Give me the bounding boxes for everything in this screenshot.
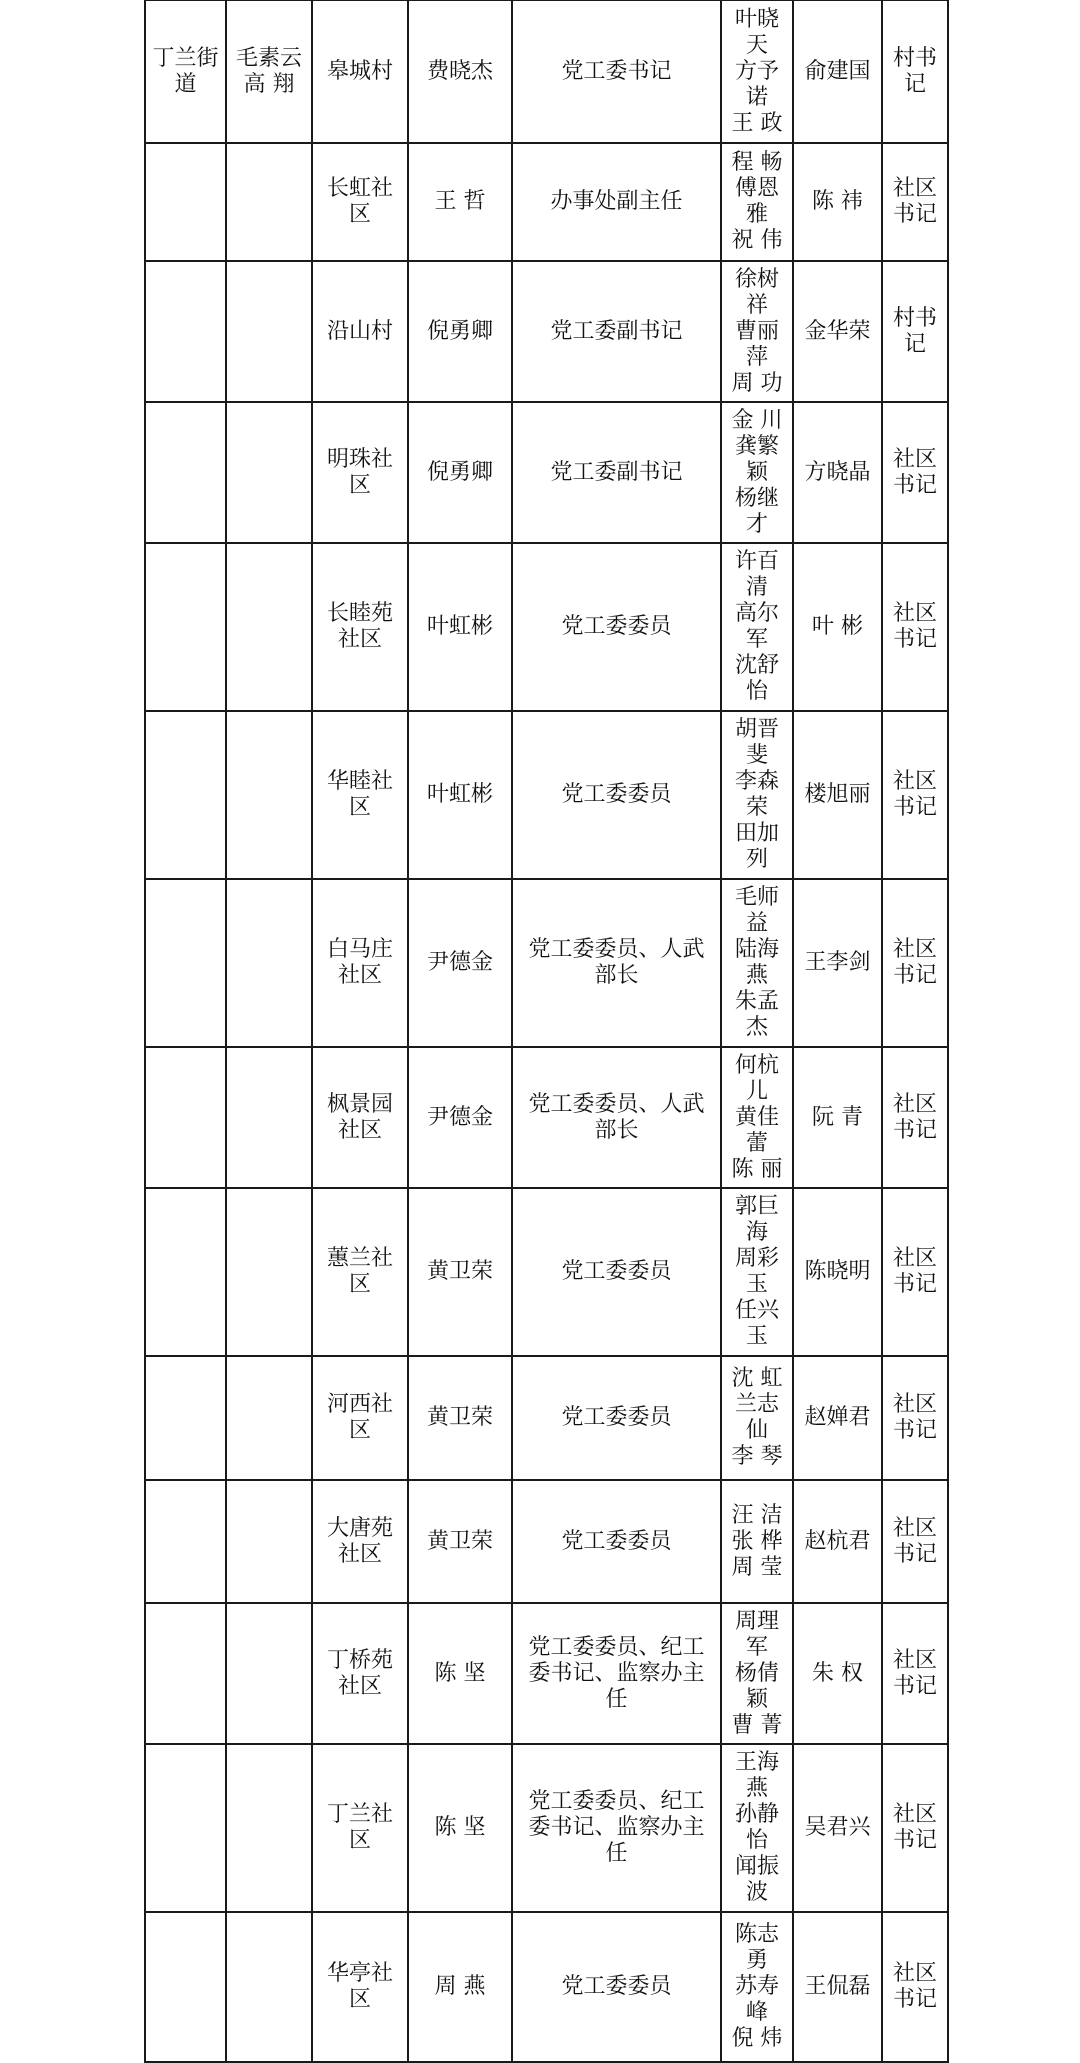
title-cell: 社区 书记 <box>882 1047 948 1188</box>
position-cell: 党工委副书记 <box>512 402 721 543</box>
secretaries-cell: 沈 虹 兰志 仙 李 琴 <box>721 1356 793 1480</box>
secretaries-cell: 陈志 勇 苏寿 峰 倪 炜 <box>721 1912 793 2062</box>
position-cell: 党工委委员、纪工 委书记、监察办主 任 <box>512 1603 721 1744</box>
table-row <box>145 1047 948 1188</box>
position-cell: 党工委委员 <box>512 1912 721 2062</box>
position-cell: 党工委委员 <box>512 1356 721 1480</box>
head-cell: 赵婵君 <box>793 1356 882 1480</box>
table-row <box>145 879 948 1047</box>
secretaries-cell: 何杭 儿 黄佳 蕾 陈 丽 <box>721 1047 793 1188</box>
title-cell: 社区 书记 <box>882 879 948 1047</box>
street-cell <box>145 879 226 1047</box>
secretaries-cell: 金 川 龚繁 颖 杨继 才 <box>721 402 793 543</box>
leader-cell <box>226 879 312 1047</box>
street-cell <box>145 143 226 261</box>
street-cell <box>145 261 226 402</box>
leader-cell <box>226 1356 312 1480</box>
contact-cell: 费晓杰 <box>408 0 512 143</box>
contact-cell: 黄卫荣 <box>408 1480 512 1603</box>
leader-cell <box>226 1047 312 1188</box>
unit-cell: 白马庄 社区 <box>312 879 408 1047</box>
head-cell: 陈 祎 <box>793 143 882 261</box>
unit-cell: 沿山村 <box>312 261 408 402</box>
street-cell <box>145 1744 226 1912</box>
table-row <box>145 143 948 261</box>
leader-cell <box>226 1188 312 1356</box>
leader-cell <box>226 1603 312 1744</box>
street-cell <box>145 402 226 543</box>
head-cell: 陈晓明 <box>793 1188 882 1356</box>
unit-cell: 皋城村 <box>312 0 408 143</box>
position-cell: 党工委副书记 <box>512 261 721 402</box>
head-cell: 方晓晶 <box>793 402 882 543</box>
head-cell: 王侃磊 <box>793 1912 882 2062</box>
title-cell: 社区 书记 <box>882 402 948 543</box>
position-cell: 党工委委员 <box>512 1188 721 1356</box>
leader-cell <box>226 1912 312 2062</box>
contact-cell: 陈 坚 <box>408 1603 512 1744</box>
title-cell: 社区 书记 <box>882 1480 948 1603</box>
head-cell: 王李剑 <box>793 879 882 1047</box>
position-cell: 党工委委员、纪工 委书记、监察办主 任 <box>512 1744 721 1912</box>
title-cell: 社区 书记 <box>882 1603 948 1744</box>
contact-cell: 黄卫荣 <box>408 1356 512 1480</box>
title-cell: 社区 书记 <box>882 143 948 261</box>
title-cell: 社区 书记 <box>882 543 948 711</box>
street-cell <box>145 1480 226 1603</box>
street-cell <box>145 1912 226 2062</box>
position-cell: 党工委委员 <box>512 543 721 711</box>
position-cell: 党工委委员、人武 部长 <box>512 879 721 1047</box>
title-cell: 村书 记 <box>882 261 948 402</box>
secretaries-cell: 许百 清 高尔 军 沈舒 怡 <box>721 543 793 711</box>
leader-cell <box>226 1480 312 1603</box>
table-row <box>145 1744 948 1912</box>
contact-cell: 王 哲 <box>408 143 512 261</box>
secretaries-cell: 叶晓 天 方予 诺 王 政 <box>721 0 793 143</box>
secretaries-cell: 汪 洁 张 桦 周 莹 <box>721 1480 793 1603</box>
contact-cell: 尹德金 <box>408 1047 512 1188</box>
table-row <box>145 261 948 402</box>
contact-cell: 尹德金 <box>408 879 512 1047</box>
head-cell: 楼旭丽 <box>793 711 882 879</box>
unit-cell: 大唐苑 社区 <box>312 1480 408 1603</box>
leader-cell <box>226 143 312 261</box>
head-cell: 金华荣 <box>793 261 882 402</box>
street-cell <box>145 1603 226 1744</box>
unit-cell: 丁桥苑 社区 <box>312 1603 408 1744</box>
unit-cell: 长睦苑 社区 <box>312 543 408 711</box>
table-row <box>145 1912 948 2062</box>
table-row <box>145 1188 948 1356</box>
title-cell: 村书 记 <box>882 0 948 143</box>
street-cell <box>145 1047 226 1188</box>
head-cell: 叶 彬 <box>793 543 882 711</box>
street-cell <box>145 711 226 879</box>
contact-cell: 倪勇卿 <box>408 261 512 402</box>
table-row <box>145 1603 948 1744</box>
title-cell: 社区 书记 <box>882 711 948 879</box>
contact-cell: 陈 坚 <box>408 1744 512 1912</box>
table-row <box>145 1356 948 1480</box>
table-row <box>145 711 948 879</box>
position-cell: 办事处副主任 <box>512 143 721 261</box>
unit-cell: 华亭社 区 <box>312 1912 408 2062</box>
street-cell <box>145 543 226 711</box>
head-cell: 赵杭君 <box>793 1480 882 1603</box>
secretaries-cell: 毛师 益 陆海 燕 朱孟 杰 <box>721 879 793 1047</box>
secretaries-cell: 程 畅 傅恩 雅 祝 伟 <box>721 143 793 261</box>
unit-cell: 丁兰社 区 <box>312 1744 408 1912</box>
table-row <box>145 1480 948 1603</box>
table-row <box>145 0 948 143</box>
unit-cell: 明珠社 区 <box>312 402 408 543</box>
unit-cell: 长虹社 区 <box>312 143 408 261</box>
leader-cell <box>226 711 312 879</box>
street-cell <box>145 1188 226 1356</box>
head-cell: 阮 青 <box>793 1047 882 1188</box>
table-row <box>145 543 948 711</box>
title-cell: 社区 书记 <box>882 1356 948 1480</box>
position-cell: 党工委委员、人武 部长 <box>512 1047 721 1188</box>
secretaries-cell: 周理 军 杨倩 颖 曹 菁 <box>721 1603 793 1744</box>
leader-cell: 毛素云 高 翔 <box>226 0 312 143</box>
head-cell: 朱 权 <box>793 1603 882 1744</box>
secretaries-cell: 王海 燕 孙静 怡 闻振 波 <box>721 1744 793 1912</box>
position-cell: 党工委书记 <box>512 0 721 143</box>
leader-cell <box>226 261 312 402</box>
head-cell: 吴君兴 <box>793 1744 882 1912</box>
roster-table <box>144 0 949 2063</box>
leader-cell <box>226 543 312 711</box>
title-cell: 社区 书记 <box>882 1912 948 2062</box>
leader-cell <box>226 402 312 543</box>
contact-cell: 叶虹彬 <box>408 711 512 879</box>
contact-cell: 周 燕 <box>408 1912 512 2062</box>
street-cell <box>145 1356 226 1480</box>
unit-cell: 枫景园 社区 <box>312 1047 408 1188</box>
secretaries-cell: 徐树 祥 曹丽 萍 周 功 <box>721 261 793 402</box>
title-cell: 社区 书记 <box>882 1744 948 1912</box>
street-cell: 丁兰街 道 <box>145 0 226 143</box>
unit-cell: 蕙兰社 区 <box>312 1188 408 1356</box>
contact-cell: 黄卫荣 <box>408 1188 512 1356</box>
roster-body <box>145 0 948 2062</box>
contact-cell: 倪勇卿 <box>408 402 512 543</box>
position-cell: 党工委委员 <box>512 1480 721 1603</box>
title-cell: 社区 书记 <box>882 1188 948 1356</box>
secretaries-cell: 胡晋 斐 李森 荣 田加 列 <box>721 711 793 879</box>
secretaries-cell: 郭巨 海 周彩 玉 任兴 玉 <box>721 1188 793 1356</box>
head-cell: 俞建国 <box>793 0 882 143</box>
contact-cell: 叶虹彬 <box>408 543 512 711</box>
table-row <box>145 402 948 543</box>
position-cell: 党工委委员 <box>512 711 721 879</box>
leader-cell <box>226 1744 312 1912</box>
unit-cell: 华睦社 区 <box>312 711 408 879</box>
unit-cell: 河西社 区 <box>312 1356 408 1480</box>
